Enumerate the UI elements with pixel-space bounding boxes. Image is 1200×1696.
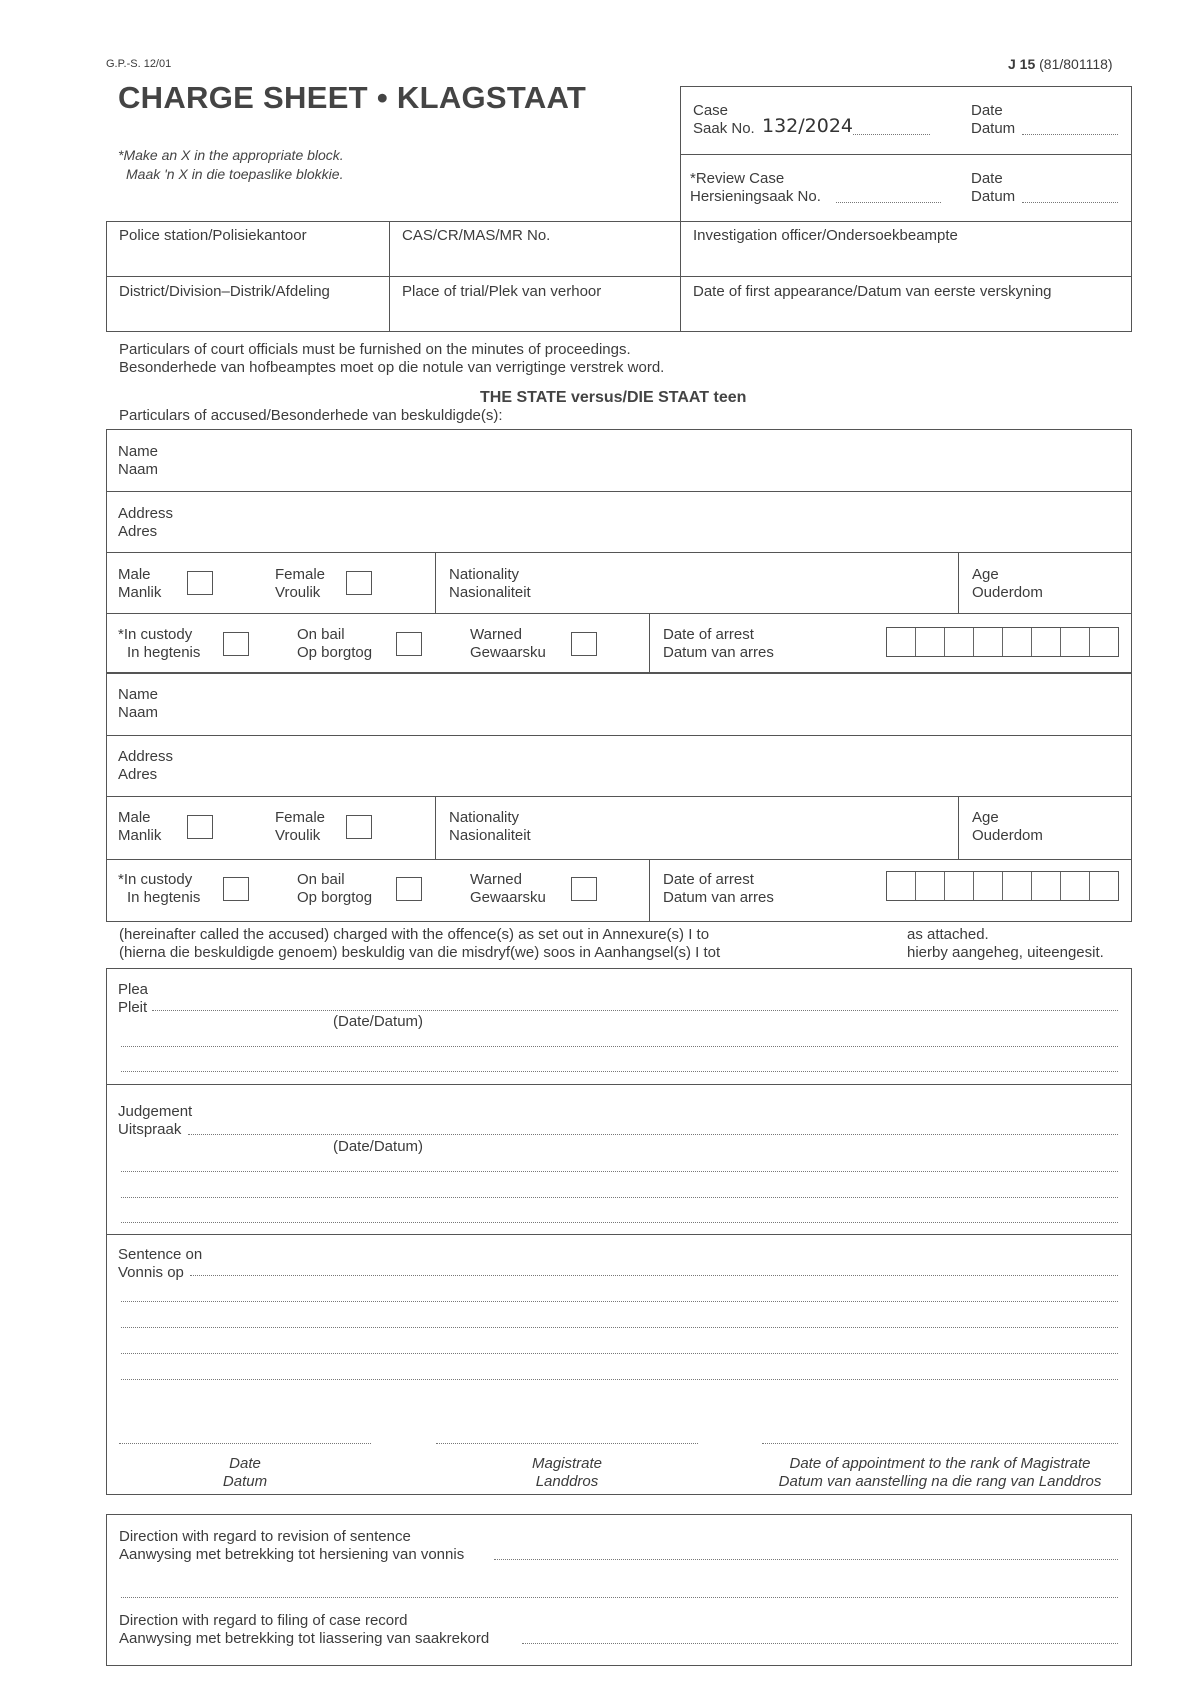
sig-date-en: Date — [229, 1455, 261, 1472]
attached-en: as attached. — [907, 926, 989, 943]
proceedings-div-2 — [106, 1234, 1132, 1235]
proceedings-div-1 — [106, 1084, 1132, 1085]
accused-1-male-label — [118, 566, 161, 602]
sig-appointment-line[interactable] — [762, 1443, 1118, 1444]
name-af: Naam — [118, 704, 159, 721]
accused-2-age-label — [972, 809, 1043, 845]
filing-field[interactable] — [522, 1643, 1118, 1644]
judgement-line-2[interactable] — [121, 1171, 1118, 1172]
judgement-date-hint: (Date/Datum) — [333, 1138, 424, 1155]
accused-2-female-checkbox[interactable] — [346, 815, 372, 839]
sig-magistrate-af: Landdros — [535, 1473, 599, 1490]
age-en: Age — [972, 809, 999, 826]
custody-af: In hegtenis — [127, 889, 201, 906]
accused-1-custody-label — [118, 626, 200, 662]
review-af: Hersieningsaak No. — [690, 188, 821, 205]
warned-af: Gewaarsku — [470, 889, 546, 906]
accused-1-female-label — [275, 566, 325, 602]
female-en: Female — [275, 809, 326, 826]
note-af: Maak 'n X in die toepaslike blokkie. — [126, 166, 344, 182]
sentence-line-5[interactable] — [121, 1379, 1118, 1380]
sig-magistrate-line[interactable] — [436, 1443, 698, 1444]
form-code-right-number: J 15 — [1008, 56, 1036, 72]
age-af: Ouderdom — [972, 827, 1043, 844]
accused-2-name-label — [118, 686, 158, 722]
case-label-af — [693, 120, 755, 138]
arrest-en: Date of arrest — [663, 626, 754, 643]
revision-af: Aanwysing met betrekking tot hersiening van vonnis — [119, 1546, 465, 1563]
sig-appointment-en: Date of appointment to the rank of Magistrate — [789, 1455, 1091, 1472]
female-af: Vroulik — [275, 827, 321, 844]
accused-1-custody-checkbox[interactable] — [223, 632, 249, 656]
accused-2-bail-checkbox[interactable] — [396, 877, 422, 901]
info-grid-col1 — [389, 221, 390, 332]
sentence-af: Vonnis op — [118, 1264, 184, 1281]
accused-2-nationality-label — [449, 809, 531, 845]
accused-1-warned-checkbox[interactable] — [571, 632, 597, 656]
name-en: Name — [118, 443, 159, 460]
accused-1-bail-label — [297, 626, 372, 662]
filing-af: Aanwysing met betrekking tot liassering van saakrekord — [119, 1630, 490, 1647]
title-en: CHARGE SHEET — [118, 80, 368, 115]
cas-no-label: CAS/CR/MAS/MR No. — [402, 227, 551, 244]
plea-af: Pleit — [118, 999, 148, 1016]
review-date-field[interactable] — [1022, 202, 1118, 203]
accused-1-bail-checkbox[interactable] — [396, 632, 422, 656]
male-af: Manlik — [118, 827, 162, 844]
accused-1-name-label — [118, 443, 158, 479]
accused-1-div-3 — [106, 613, 1132, 614]
accused-2-male-label — [118, 809, 161, 845]
accused-2-div-3 — [106, 859, 1132, 860]
charged-line-en: (hereinafter called the accused) charged with the offence(s) as set out in Annexure(s) I to — [119, 926, 710, 943]
accused-2-male-checkbox[interactable] — [187, 815, 213, 839]
info-grid-col2 — [680, 221, 681, 332]
accused-2-vdiv-2 — [958, 796, 959, 859]
accused-1-female-checkbox[interactable] — [346, 571, 372, 595]
bail-af: Op borgtog — [297, 644, 373, 661]
officials-note-af: Besonderhede van hofbeamptes moet op die notule van verrigtinge verstrek word. — [119, 359, 665, 376]
accused-2-div-1 — [106, 735, 1132, 736]
review-date-en: Date — [971, 170, 1003, 187]
plea-en: Plea — [118, 981, 149, 998]
revision-en: Direction with regard to revision of sentence — [119, 1528, 411, 1545]
bail-en: On bail — [297, 871, 345, 888]
first-appearance-label: Date of first appearance/Datum van eerste verskyning — [693, 283, 1052, 300]
nationality-af: Nasionaliteit — [449, 827, 531, 844]
accused-2-warned-checkbox[interactable] — [571, 877, 597, 901]
sig-magistrate-en: Magistrate — [531, 1455, 603, 1472]
bail-af: Op borgtog — [297, 889, 373, 906]
accused-1-div-1 — [106, 491, 1132, 492]
form-code-left: G.P.-S. 12/01 — [106, 58, 172, 70]
arrest-en: Date of arrest — [663, 871, 754, 888]
plea-line-2[interactable] — [121, 1046, 1118, 1047]
accused-2-vdiv-1 — [435, 796, 436, 859]
charged-line-af: (hierna die beskuldigde genoem) beskuldig van die misdryf(we) soos in Aanhangsel(s) I tot — [119, 944, 721, 961]
revision-label — [119, 1528, 464, 1564]
arrest-af: Datum van arres — [663, 889, 774, 906]
form-code-right — [1008, 56, 1113, 72]
review-label — [690, 170, 821, 206]
age-af: Ouderdom — [972, 584, 1043, 601]
note-en: *Make an X in the appropriate block. — [118, 147, 344, 163]
accused-2-warned-label — [470, 871, 546, 907]
case-label-en: Case — [693, 102, 729, 119]
judgement-label — [118, 1103, 192, 1139]
bail-en: On bail — [297, 626, 345, 643]
place-of-trial-label: Place of trial/Plek van verhoor — [402, 283, 602, 300]
accused-1-arrest-date-cells[interactable] — [886, 627, 1119, 657]
address-af: Adres — [118, 523, 158, 540]
sig-magistrate-label — [436, 1455, 698, 1491]
revision-field[interactable] — [494, 1559, 1118, 1560]
address-en: Address — [118, 748, 174, 765]
review-en: *Review Case — [690, 170, 785, 187]
custody-en: *In custody — [118, 871, 193, 888]
case-date-field[interactable] — [1022, 134, 1118, 135]
officials-note-en: Particulars of court officials must be furnished on the minutes of proceedings. — [119, 341, 631, 358]
sentence-label — [118, 1246, 202, 1282]
page-title — [118, 80, 586, 116]
sentence-line-4[interactable] — [121, 1353, 1118, 1354]
sentence-en: Sentence on — [118, 1246, 203, 1263]
judgement-line-3[interactable] — [121, 1197, 1118, 1198]
accused-2-arrest-label — [663, 871, 774, 907]
case-date-en: Date — [971, 102, 1003, 119]
title-af: KLAGSTAAT — [396, 80, 587, 115]
sentence-line-3[interactable] — [121, 1327, 1118, 1328]
accused-1-vdiv-2 — [958, 552, 959, 613]
accused-2-bail-label — [297, 871, 372, 907]
revision-line-2[interactable] — [121, 1597, 1118, 1598]
warned-en: Warned — [470, 626, 522, 643]
accused-1-vdiv-1 — [435, 552, 436, 613]
name-en: Name — [118, 686, 159, 703]
warned-en: Warned — [470, 871, 522, 888]
review-date-label — [971, 170, 1015, 206]
case-number-value[interactable]: 132/2024 — [762, 115, 854, 137]
info-grid-divider — [106, 276, 1132, 277]
name-af: Naam — [118, 461, 159, 478]
accused-2-female-label — [275, 809, 325, 845]
custody-en: *In custody — [118, 626, 193, 643]
plea-label — [118, 981, 148, 1017]
district-label: District/Division–Distrik/Afdeling — [119, 283, 330, 300]
judgement-field[interactable] — [188, 1134, 1118, 1135]
male-af: Manlik — [118, 584, 162, 601]
accused-1-div-2 — [106, 552, 1132, 553]
accused-1-arrest-label — [663, 626, 774, 662]
form-code-right-suffix: (81/801118) — [1039, 56, 1113, 72]
review-date-af: Datum — [971, 188, 1016, 205]
accused-1-warned-label — [470, 626, 546, 662]
accused-1-address-label — [118, 505, 173, 541]
accused-1-male-checkbox[interactable] — [187, 571, 213, 595]
nationality-en: Nationality — [449, 566, 520, 583]
male-en: Male — [118, 809, 151, 826]
investigation-officer-label: Investigation officer/Ondersoekbeampte — [693, 227, 958, 244]
warned-af: Gewaarsku — [470, 644, 546, 661]
address-en: Address — [118, 505, 174, 522]
case-date-label — [971, 102, 1015, 138]
accused-1-nationality-label — [449, 566, 531, 602]
address-af: Adres — [118, 766, 158, 783]
plea-line-3[interactable] — [121, 1071, 1118, 1072]
custody-af: In hegtenis — [127, 644, 201, 661]
accused-1-vdiv-3 — [649, 613, 650, 673]
sentence-field[interactable] — [190, 1275, 1118, 1276]
case-box-divider — [680, 154, 1132, 155]
judgement-af: Uitspraak — [118, 1121, 182, 1138]
accused-2-vdiv-3 — [649, 859, 650, 922]
accused-2-custody-checkbox[interactable] — [223, 877, 249, 901]
police-station-label: Police station/Polisiekantoor — [119, 227, 307, 244]
state-heading: THE STATE versus/DIE STAAT teen — [480, 389, 747, 406]
accused-2-div-2 — [106, 796, 1132, 797]
accused-2-arrest-date-cells[interactable] — [886, 871, 1119, 901]
case-date-af: Datum — [971, 120, 1016, 137]
female-af: Vroulik — [275, 584, 321, 601]
filing-en: Direction with regard to filing of case record — [119, 1612, 408, 1629]
review-number-field[interactable] — [836, 202, 941, 203]
sig-date-af: Datum — [222, 1473, 268, 1490]
accused-heading: Particulars of accused/Besonderhede van beskuldigde(s): — [119, 407, 503, 424]
accused-2-custody-label — [118, 871, 200, 907]
accused-1-age-label — [972, 566, 1043, 602]
filing-label — [119, 1612, 489, 1648]
plea-date-hint: (Date/Datum) — [333, 1013, 424, 1030]
case-label — [693, 102, 755, 138]
arrest-af: Datum van arres — [663, 644, 774, 661]
sig-appointment-af: Datum van aanstelling na die rang van Landdros — [778, 1473, 1102, 1490]
nationality-af: Nasionaliteit — [449, 584, 531, 601]
nationality-en: Nationality — [449, 809, 520, 826]
sig-date-line[interactable] — [119, 1443, 371, 1444]
accused-2-address-label — [118, 748, 173, 784]
attached-af: hierby aangeheg, uiteengesit. — [907, 944, 1104, 961]
female-en: Female — [275, 566, 326, 583]
judgement-line-4[interactable] — [121, 1222, 1118, 1223]
age-en: Age — [972, 566, 999, 583]
plea-field[interactable] — [152, 1010, 1118, 1011]
male-en: Male — [118, 566, 151, 583]
proceedings-box — [106, 968, 1132, 1495]
case-number-dots — [853, 134, 930, 135]
sentence-line-2[interactable] — [121, 1301, 1118, 1302]
saak-no-label: Saak No. — [693, 120, 755, 137]
judgement-en: Judgement — [118, 1103, 193, 1120]
title-separator: • — [376, 80, 388, 115]
sig-date-label — [119, 1455, 371, 1491]
sig-appointment-label — [752, 1455, 1128, 1491]
